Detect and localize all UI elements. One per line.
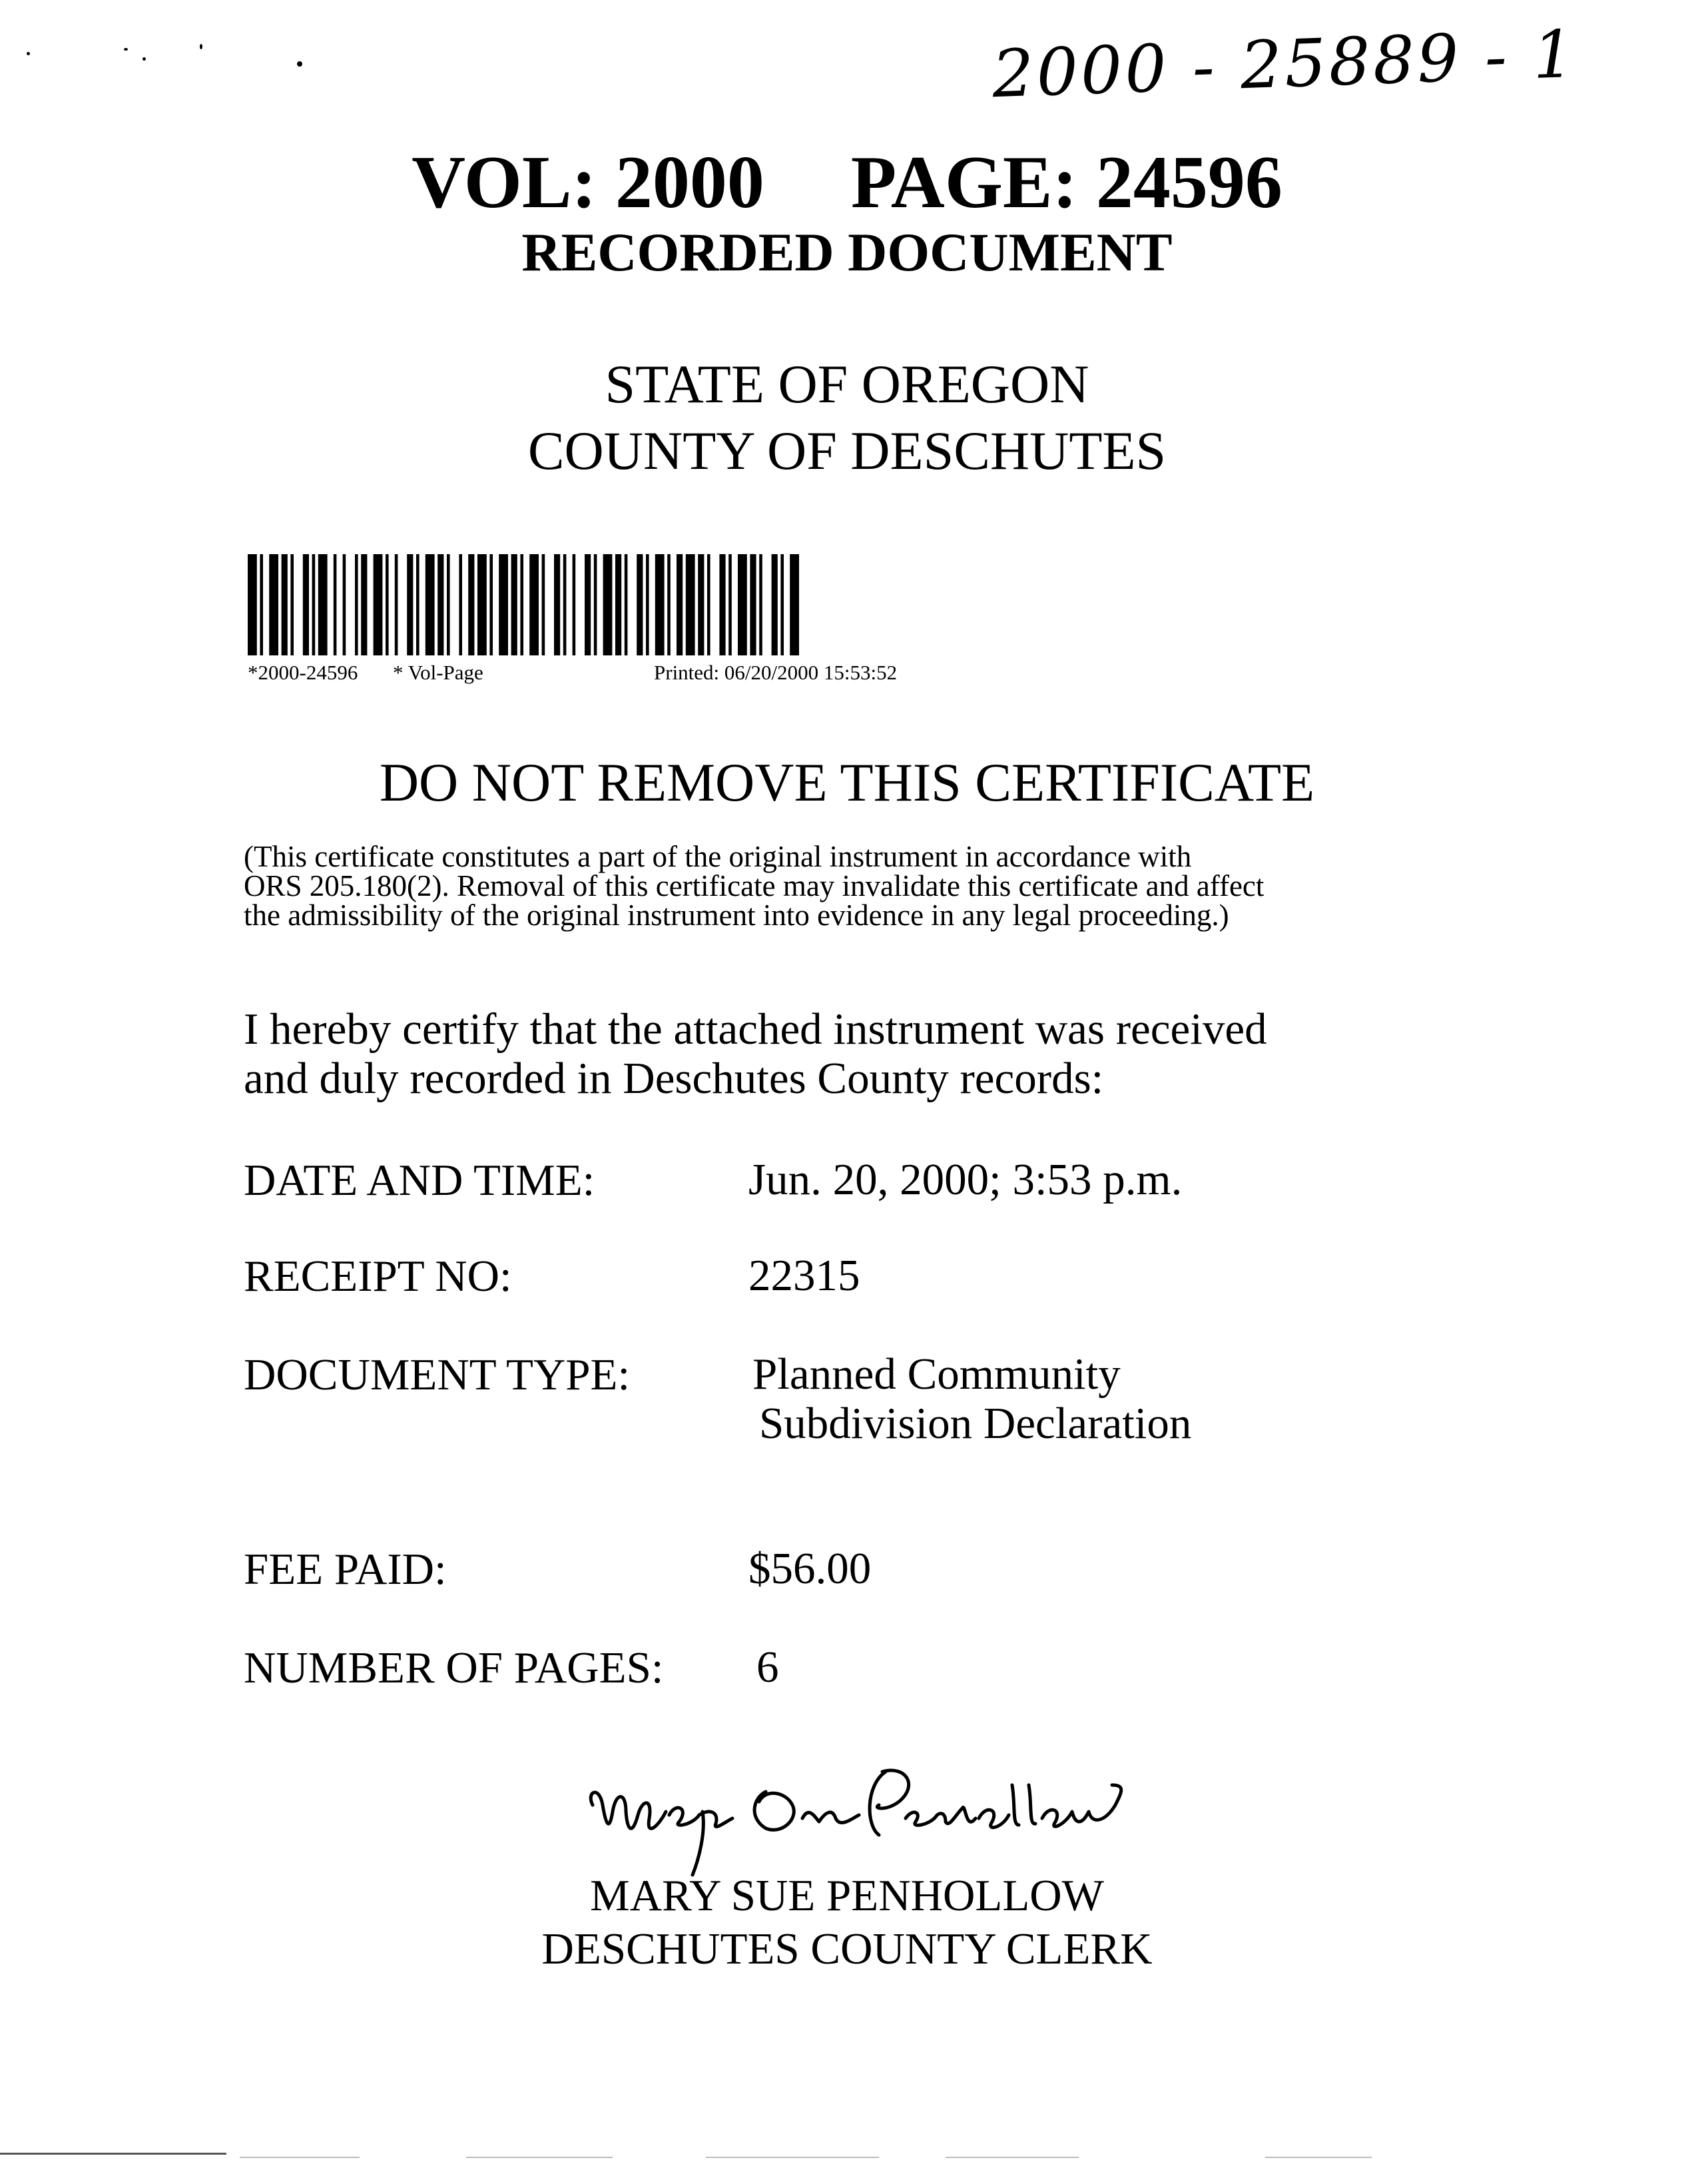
- disclaimer-line: ORS 205.180(2). Removal of this certificate may invalidate this certificate and affect: [244, 869, 1265, 903]
- barcode-bar: [312, 554, 316, 655]
- barcode-bar: [615, 554, 621, 655]
- barcode-bar: [738, 554, 747, 655]
- clerk-signature: [0, 1745, 1694, 1878]
- barcode-bar: [542, 554, 545, 655]
- document-type-line: Subdivision Declaration: [759, 1399, 1192, 1448]
- vol-label: VOL: 2000: [412, 141, 764, 224]
- barcode-bar: [416, 554, 420, 655]
- barcode-bar: [772, 554, 778, 655]
- fee-label: FEE PAID:: [244, 1545, 447, 1594]
- barcode-bar: [269, 554, 278, 655]
- barcode-bar: [655, 554, 665, 655]
- barcode-bar: [459, 554, 462, 655]
- barcode-bar: [573, 554, 576, 655]
- recorded-document-title: RECORDED DOCUMENT: [521, 222, 1173, 282]
- barcode-bar: [698, 554, 704, 655]
- barcode-bar: [334, 554, 337, 655]
- barcode-bar: [677, 554, 683, 655]
- barcode-bar: [563, 554, 567, 655]
- barcode-bar: [468, 554, 474, 655]
- scan-edge-dash: [240, 2157, 360, 2158]
- scan-edge-dash: [466, 2157, 613, 2158]
- scan-edge-line: [0, 2153, 226, 2155]
- do-not-remove-heading: DO NOT REMOVE THIS CERTIFICATE: [379, 752, 1315, 813]
- document-type-label: DOCUMENT TYPE:: [244, 1350, 631, 1399]
- barcode-bar: [603, 554, 613, 655]
- disclaimer-line: (This certificate constitutes a part of the original instrument in accordance with: [244, 840, 1192, 873]
- scan-speck: [142, 57, 146, 61]
- barcode-bar: [646, 554, 649, 655]
- document-type-value: [752, 1349, 1191, 1448]
- receipt-value: 22315: [748, 1251, 860, 1300]
- handwritten-annotation: 2000 - 25889 - 1: [991, 16, 1579, 113]
- county-name: COUNTY OF DESCHUTES: [527, 420, 1167, 481]
- scan-speck: [124, 48, 128, 51]
- barcode-bar: [667, 554, 671, 655]
- pages-value: 6: [756, 1642, 779, 1692]
- certification-line: I hereby certify that the attached instrument was received: [244, 1004, 1267, 1054]
- barcode-bar: [489, 554, 493, 655]
- barcode-bar: [719, 554, 725, 655]
- receipt-label: RECEIPT NO:: [244, 1252, 512, 1301]
- barcode-bar: [248, 554, 257, 655]
- page-label: PAGE: 24596: [850, 141, 1282, 224]
- scan-speck: [27, 52, 30, 55]
- barcode-bar: [585, 554, 591, 655]
- barcode: [248, 554, 1079, 655]
- barcode-bar: [355, 554, 358, 655]
- barcode-bar: [790, 554, 799, 655]
- barcode-bar: [750, 554, 756, 655]
- barcode-printed-text: Printed: 06/20/2000 15:53:52: [654, 661, 898, 684]
- barcode-bar: [707, 554, 710, 655]
- date-time-label: DATE AND TIME:: [244, 1156, 595, 1205]
- barcode-type-text: * Vol-Page: [393, 661, 483, 684]
- barcode-bar: [499, 554, 508, 655]
- barcode-bar: [520, 554, 523, 655]
- scan-edge-dash: [706, 2157, 879, 2158]
- document-type-line: Planned Community: [752, 1349, 1121, 1399]
- barcode-bar: [407, 554, 413, 655]
- certification-line: and duly recorded in Deschutes County records:: [244, 1054, 1104, 1103]
- barcode-bar: [780, 554, 784, 655]
- barcode-bar: [437, 554, 443, 655]
- barcode-bar: [686, 554, 695, 655]
- scan-speck: [297, 61, 302, 67]
- barcode-bar: [594, 554, 597, 655]
- clerk-title: DESCHUTES COUNTY CLERK: [541, 1924, 1153, 1974]
- scan-edge-dash: [1265, 2157, 1372, 2158]
- barcode-bar: [343, 554, 346, 655]
- barcode-bar: [759, 554, 762, 655]
- barcode-bar: [282, 554, 288, 655]
- state-name: STATE OF OREGON: [605, 354, 1089, 414]
- barcode-bar: [529, 554, 539, 655]
- barcode-bar: [425, 554, 435, 655]
- barcode-bar: [511, 554, 517, 655]
- barcode-bar: [303, 554, 309, 655]
- barcode-bar: [290, 554, 294, 655]
- barcode-bar: [395, 554, 398, 655]
- barcode-bar: [260, 554, 263, 655]
- barcode-bar: [637, 554, 643, 655]
- barcode-bar: [554, 554, 560, 655]
- disclaimer-line: the admissibility of the original instrument into evidence in any legal proceeding.): [244, 899, 1229, 932]
- certification-statement: [244, 1004, 1267, 1103]
- barcode-bar: [361, 554, 367, 655]
- barcode-bar: [447, 554, 450, 655]
- disclaimer-text: [244, 842, 1462, 930]
- barcode-bar: [318, 554, 328, 655]
- barcode-id-text: *2000-24596: [248, 661, 358, 684]
- clerk-name: MARY SUE PENHOLLOW: [590, 1871, 1104, 1920]
- scan-speck: [200, 44, 202, 49]
- barcode-bar: [625, 554, 628, 655]
- vol-page-heading: [0, 140, 1694, 226]
- fee-value: $56.00: [748, 1544, 872, 1593]
- barcode-bar: [477, 554, 487, 655]
- scan-edge-dash: [946, 2157, 1079, 2158]
- barcode-bar: [728, 554, 732, 655]
- pages-label: NUMBER OF PAGES:: [244, 1643, 664, 1692]
- date-time-value: Jun. 20, 2000; 3:53 p.m.: [748, 1155, 1183, 1204]
- barcode-bar: [386, 554, 389, 655]
- barcode-bar: [374, 554, 383, 655]
